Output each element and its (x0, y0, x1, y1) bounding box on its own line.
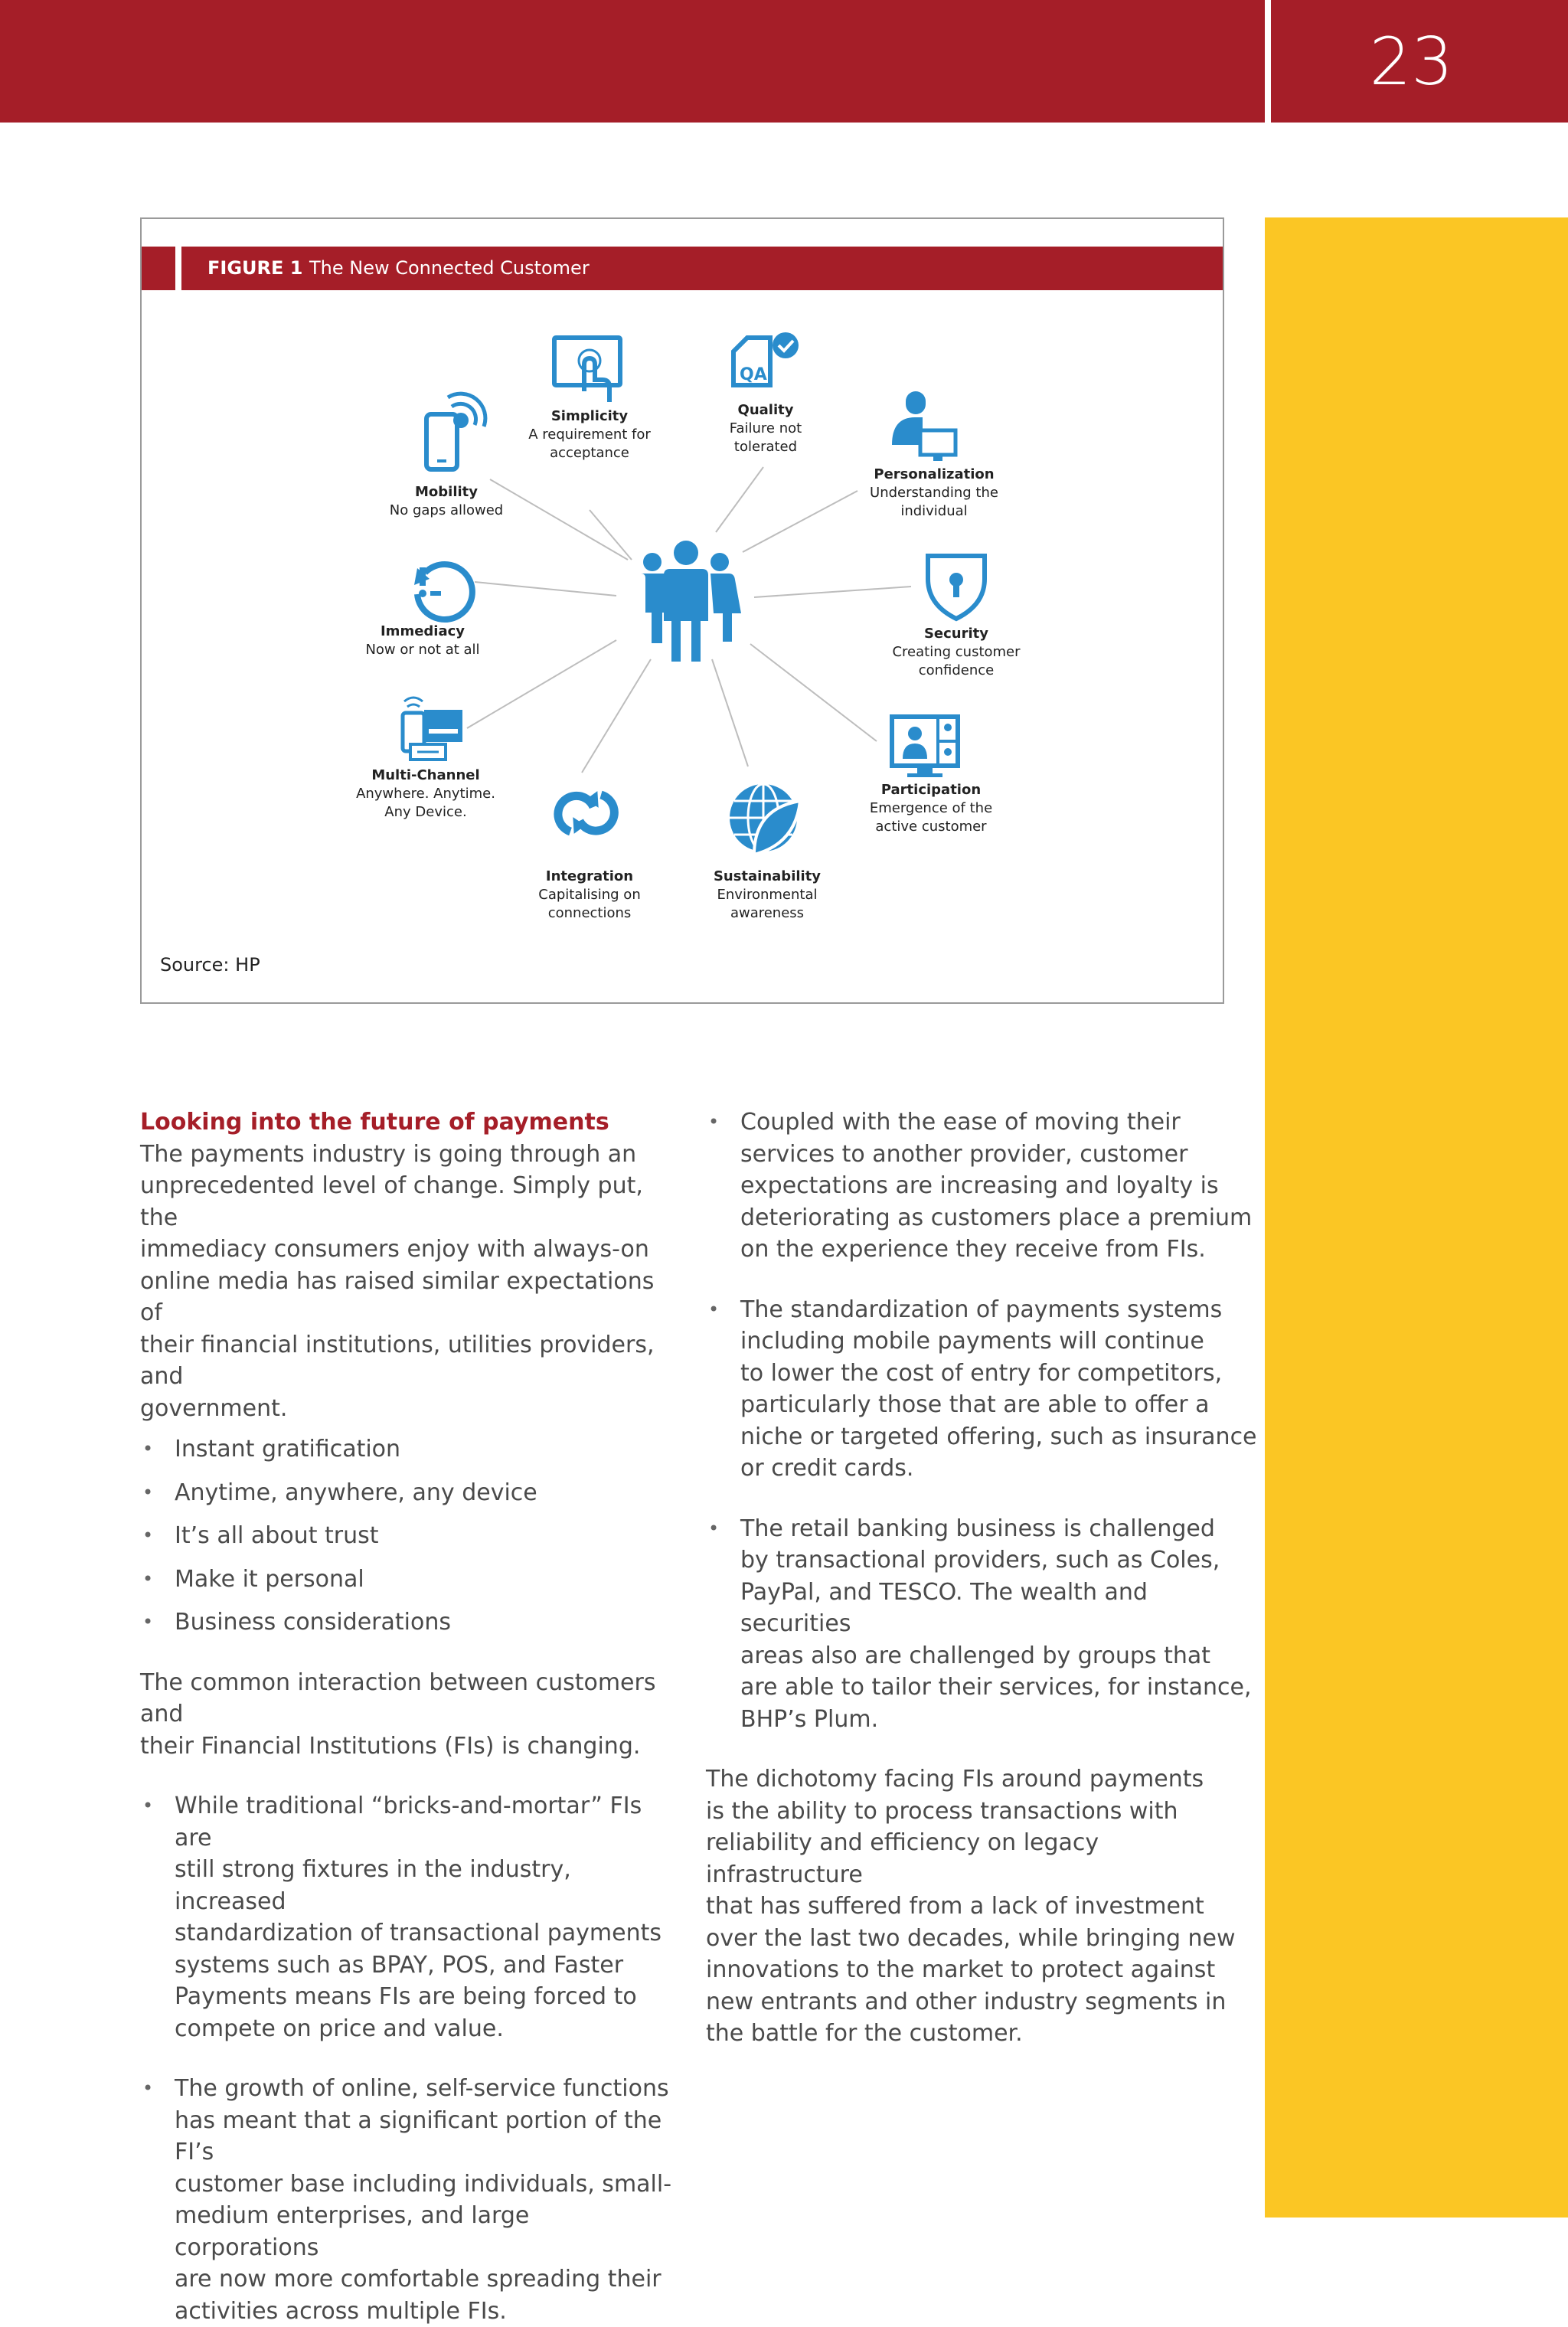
node-sustainability (675, 868, 859, 923)
list-item: • Business considerations (140, 1606, 676, 1639)
devices-icon (403, 698, 462, 760)
node-desc-line2: tolerated (733, 439, 798, 455)
closing-paragraph (706, 1763, 1257, 2050)
node-desc-line1: No gaps allowed (389, 502, 504, 518)
text-line: The dichotomy facing FIs around payments (706, 1766, 1204, 1793)
text-line: new entrants and other industry segments in (706, 1988, 1227, 2015)
text-line: or credit cards. (740, 1455, 914, 1482)
figure-source: Source: HP (160, 954, 260, 976)
short-bullet-list (140, 1433, 676, 1639)
list-item: • Make it personal (140, 1564, 676, 1596)
node-name: Mobility (414, 484, 478, 500)
text-line: government. (140, 1394, 288, 1422)
node-simplicity (498, 407, 681, 462)
text-line: are now more comfortable spreading their (175, 2266, 662, 2293)
globe-leaf-icon (730, 784, 800, 855)
text-line: innovations to the market to protect against (706, 1956, 1216, 1983)
node-name: Integration (545, 868, 634, 884)
text-line: medium enterprises, and large corporations (175, 2202, 530, 2261)
list-item: • It’s all about trust (140, 1520, 676, 1552)
person-computer-icon (892, 391, 956, 461)
touch-screen-icon (554, 338, 620, 402)
list-item (706, 1294, 1257, 1485)
figure-box (140, 217, 1224, 1004)
node-personalization (842, 466, 1026, 521)
paragraph-2 (140, 1667, 676, 1763)
text-line: unprecedented level of change. Simply put, the (140, 1172, 643, 1231)
figure-label: FIGURE 1 (207, 257, 303, 279)
text-line: expectations are increasing and loyalty is (740, 1172, 1219, 1199)
text-line: The common interaction between customers and (140, 1668, 656, 1727)
node-desc-line2: confidence (918, 662, 995, 678)
node-desc-line1: Understanding the (870, 485, 998, 501)
text-line: customer base including individuals, small- (175, 2170, 672, 2198)
text-line: has meant that a significant portion of the FI’s (175, 2106, 662, 2165)
node-desc-line2: awareness (730, 905, 805, 921)
text-line: by transactional providers, such as Coles, (740, 1547, 1220, 1574)
text-line: systems such as BPAY, POS, and Faster (175, 1951, 624, 1979)
node-desc-line1: Environmental (717, 887, 818, 903)
text-line: on the experience they receive from FIs. (740, 1236, 1206, 1263)
text-line: over the last two decades, while bringing new (706, 1924, 1236, 1952)
node-desc-line2: individual (900, 503, 968, 519)
node-name: Simplicity (550, 408, 629, 424)
node-desc-line1: Creating customer (892, 644, 1021, 660)
text-line: to lower the cost of entry for competitors, (740, 1359, 1223, 1387)
text-line: Payments means FIs are being forced to (175, 1983, 637, 2010)
node-desc-line1: A requirement for (528, 427, 651, 443)
text-line: Coupled with the ease of moving their (740, 1109, 1181, 1136)
list-item (706, 1513, 1257, 1736)
text-line: still strong fixtures in the industry, increased (175, 1856, 571, 1915)
node-name: Security (923, 626, 989, 642)
text-line: areas also are challenged by groups that (740, 1642, 1211, 1669)
node-multi-channel (334, 766, 518, 822)
left-column (140, 1106, 676, 2327)
qa-badge-icon (733, 332, 799, 385)
node-desc-line1: Anywhere. Anytime. (356, 786, 495, 802)
node-name: Participation (880, 782, 982, 798)
text-line: services to another provider, customer (740, 1140, 1188, 1168)
node-participation (839, 781, 1023, 836)
right-column (706, 1106, 1257, 2050)
text-line: compete on price and value. (175, 2015, 504, 2042)
long-bullet-list (140, 1790, 676, 2327)
text-line: deteriorating as customers place a premium (740, 1204, 1253, 1231)
text-line: their Financial Institutions (FIs) is changing. (140, 1732, 641, 1760)
node-security (864, 625, 1048, 680)
figure-title: The New Connected Customer (309, 257, 590, 279)
node-integration (498, 868, 681, 923)
node-name: Quality (737, 402, 794, 418)
page-number-box (1271, 0, 1568, 123)
node-desc-line2: active customer (875, 819, 987, 835)
node-desc-line1: Now or not at all (365, 642, 480, 658)
node-desc-line1: Emergence of the (869, 800, 993, 816)
svg-text:QA: QA (740, 365, 767, 384)
side-accent-band (1265, 217, 1568, 2218)
text-line: immediacy consumers enjoy with always-on (140, 1236, 649, 1263)
node-desc-line2: Any Device. (384, 804, 467, 820)
text-line: The payments industry is going through an (140, 1140, 637, 1168)
node-name: Personalization (874, 466, 995, 482)
text-line: The growth of online, self-service functions (175, 2075, 669, 2102)
text-line: niche or targeted offering, such as insurance (740, 1423, 1257, 1450)
linked-arrows-icon (558, 793, 614, 832)
text-line: The standardization of payments systems (740, 1296, 1223, 1323)
text-line: their financial institutions, utilities providers, and (140, 1331, 655, 1390)
node-desc-line1: Failure not (729, 420, 802, 436)
customers-group-icon (641, 541, 741, 662)
section-heading: Looking into the future of payments (140, 1109, 609, 1136)
shield-lock-icon (928, 556, 985, 619)
text-line: reliability and efficiency on legacy infrastructure (706, 1829, 1099, 1888)
list-item (140, 1790, 676, 2044)
mobile-signal-icon (426, 394, 485, 469)
header-bar (0, 0, 1265, 123)
text-line: activities across multiple FIs. (175, 2297, 507, 2325)
right-bullet-list (706, 1106, 1257, 1735)
node-name: Immediacy (380, 623, 466, 639)
text-line: online media has raised similar expectations of (140, 1267, 655, 1326)
text-line: is the ability to process transactions with (706, 1797, 1178, 1825)
text-line: The retail banking business is challenged (740, 1515, 1215, 1542)
node-name: Multi-Channel (371, 767, 480, 783)
clock-alert-icon (414, 564, 472, 619)
text-line: that has suffered from a lack of investment (706, 1893, 1204, 1920)
text-line: are able to tailor their services, for instance, (740, 1674, 1252, 1701)
node-desc-line2: connections (547, 905, 632, 921)
text-line: particularly those that are able to offer a (740, 1391, 1210, 1418)
list-item (140, 2073, 676, 2327)
list-item: • Anytime, anywhere, any device (140, 1477, 676, 1509)
list-item: • Instant gratification (140, 1433, 676, 1466)
text-line: the battle for the customer. (706, 2020, 1023, 2047)
text-line: BHP’s Plum. (740, 1705, 879, 1733)
node-desc-line1: Capitalising on (538, 887, 641, 903)
text-line: standardization of transactional payments (175, 1920, 662, 1946)
text-line: including mobile payments will continue (740, 1328, 1204, 1355)
list-item (706, 1106, 1257, 1266)
node-name: Sustainability (713, 868, 822, 884)
node-mobility (354, 483, 538, 520)
page-number: 23 (1369, 24, 1453, 100)
intro-paragraph (140, 1139, 676, 1425)
text-line: PayPal, and TESCO. The wealth and securities (740, 1578, 1148, 1637)
text-line: While traditional “bricks-and-mortar” FIs are (175, 1793, 642, 1851)
node-quality (674, 401, 858, 456)
node-desc-line2: acceptance (550, 445, 629, 461)
node-immediacy (331, 623, 514, 659)
video-conference-icon (892, 717, 958, 777)
